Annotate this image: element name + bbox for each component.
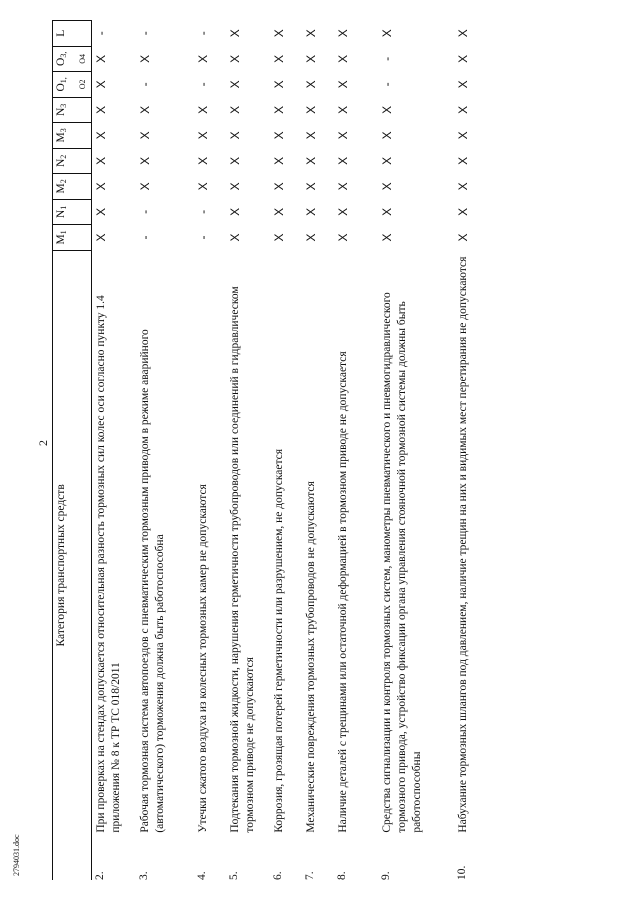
applicability-mark: X [303,105,318,114]
applicability-mark: - [137,82,152,87]
applicability-mark: X [303,233,318,242]
table-row [92,21,136,881]
applicability-mark: X [271,80,286,89]
applicability-mark: X [195,131,210,140]
applicability-mark: X [227,207,242,216]
requirement-text: Утечки сжатого воздуха из колесных тормозных камер не допускаются [196,484,209,833]
column-header-n2: $N_2$ [53,148,92,174]
applicability-mark: X [455,182,470,191]
applicability-mark: X [195,54,210,63]
applicability-mark: X [271,29,286,38]
applicability-mark: X [227,80,242,89]
requirements-table [52,20,502,880]
applicability-mark: X [94,233,108,242]
applicability-mark: X [137,54,152,63]
applicability-mark: - [195,209,210,214]
applicability-mark: X [303,29,318,38]
applicability-mark: X [335,156,350,165]
applicability-mark: X [303,207,318,216]
applicability-mark: X [94,80,108,89]
applicability-mark: - [379,56,394,61]
table-header-row [53,21,92,881]
category-header: Категория транспортных средств [53,250,92,880]
applicability-mark: X [271,105,286,114]
applicability-mark: X [94,105,108,114]
table-row [302,21,334,881]
requirement-text: Коррозия, грозящая потерей герметичности или разрушением, не допускается [272,448,285,833]
applicability-mark: X [271,207,286,216]
row-number: 5. [227,871,240,880]
applicability-mark: X [227,54,242,63]
applicability-mark: X [335,105,350,114]
table-row [270,21,302,881]
row-number: 9. [379,871,392,880]
applicability-mark: X [379,207,394,216]
applicability-mark: X [227,29,242,38]
applicability-mark: X [379,131,394,140]
applicability-mark: X [137,105,152,114]
applicability-mark: X [94,207,108,216]
column-header-l: L [53,21,92,47]
applicability-mark: - [195,31,210,36]
applicability-mark: X [379,233,394,242]
applicability-mark: X [271,233,286,242]
column-header-n3: $N_3$ [53,97,92,123]
applicability-mark: X [455,105,470,114]
applicability-mark: X [271,131,286,140]
requirement-text: Подтекания тормозной жидкости, нарушения герметичности трубопроводов или соединений в гидравлическом тормозном приводе не допускаются [228,286,256,833]
applicability-mark: X [227,182,242,191]
applicability-mark: X [455,54,470,63]
applicability-mark: X [227,156,242,165]
page-number: 2 [36,440,50,446]
applicability-mark: X [303,54,318,63]
table-row [378,21,454,881]
row-number: 6. [271,871,284,880]
applicability-mark: - [379,82,394,87]
rotated-page-content [52,20,572,880]
table-row [454,21,502,881]
column-header-o3-o4: $O_{3, O4}$ [53,46,92,72]
applicability-mark: X [271,156,286,165]
requirement-text: Рабочая тормозная система автопоездов с пневматическим тормозным приводом в режиме аварийного (автоматического) торможения должна быть работоспособна [138,329,166,833]
applicability-mark: X [303,131,318,140]
applicability-mark: - [137,31,152,36]
applicability-mark: X [335,80,350,89]
applicability-mark: X [271,54,286,63]
applicability-mark: X [303,80,318,89]
applicability-mark: X [455,156,470,165]
applicability-mark: X [137,156,152,165]
applicability-mark: X [94,131,108,140]
applicability-mark: X [94,156,108,165]
applicability-mark: X [379,182,394,191]
requirement-text: Механические повреждения тормозных трубопроводов не допускаются [304,481,317,833]
row-number: 4. [195,871,208,880]
document-id: 2794031.doc [12,834,21,876]
applicability-mark: X [335,29,350,38]
applicability-mark: - [137,209,152,214]
applicability-mark: X [227,105,242,114]
applicability-mark: - [195,82,210,87]
applicability-mark: X [195,156,210,165]
applicability-mark: X [303,182,318,191]
requirement-text: Наличие деталей с трещинами или остаточной деформацией в тормозном приводе не допускается [336,351,349,833]
row-number: 8. [335,871,348,880]
table-body [92,21,502,881]
applicability-mark: X [271,182,286,191]
applicability-mark: - [195,235,210,240]
table-row [334,21,378,881]
requirement-text: Средства сигнализации и контроля тормозных систем, манометры пневматического и пневмогидравлического тормозного привода, устройство фиксации органа управления стояночной тормозной системы должны быть работоспособны [380,292,423,833]
applicability-mark: X [455,131,470,140]
applicability-mark: X [303,156,318,165]
column-header-m2: $M_2$ [53,174,92,200]
applicability-mark: X [195,182,210,191]
table-row [226,21,270,881]
applicability-mark: X [455,80,470,89]
applicability-mark: X [335,233,350,242]
table-row [194,21,226,881]
column-header-m1: $M_1$ [53,225,92,251]
applicability-mark: - [137,235,152,240]
applicability-mark: X [455,233,470,242]
row-number: 10. [455,865,468,880]
applicability-mark: - [94,31,108,36]
applicability-mark: X [335,207,350,216]
applicability-mark: X [227,233,242,242]
applicability-mark: X [379,29,394,38]
column-header-m3: $M_3$ [53,123,92,149]
applicability-mark: X [455,29,470,38]
requirement-text: При проверках на стендах допускается относительная разность тормозных сил колес оси согласно пункту 1.4 приложения № 8 к ТР ТС 018/2011 [95,295,122,833]
applicability-mark: X [227,131,242,140]
applicability-mark: X [137,131,152,140]
applicability-mark: X [195,105,210,114]
row-number: 3. [137,871,150,880]
applicability-mark: X [379,105,394,114]
row-number: 2. [94,871,106,880]
applicability-mark: X [379,156,394,165]
applicability-mark: X [137,182,152,191]
applicability-mark: X [335,131,350,140]
applicability-mark: X [455,207,470,216]
column-header-n1: $N_1$ [53,199,92,225]
applicability-mark: X [335,182,350,191]
column-header-o1-o2: $O_{1, O2}$ [53,72,92,98]
requirement-text: Набухание тормозных шлангов под давлением, наличие трещин на них и видимых мест перетирания не допускаются [456,256,469,833]
applicability-mark: X [94,54,108,63]
table-row [136,21,194,881]
row-number: 7. [303,871,316,880]
applicability-mark: X [94,182,108,191]
applicability-mark: X [335,54,350,63]
